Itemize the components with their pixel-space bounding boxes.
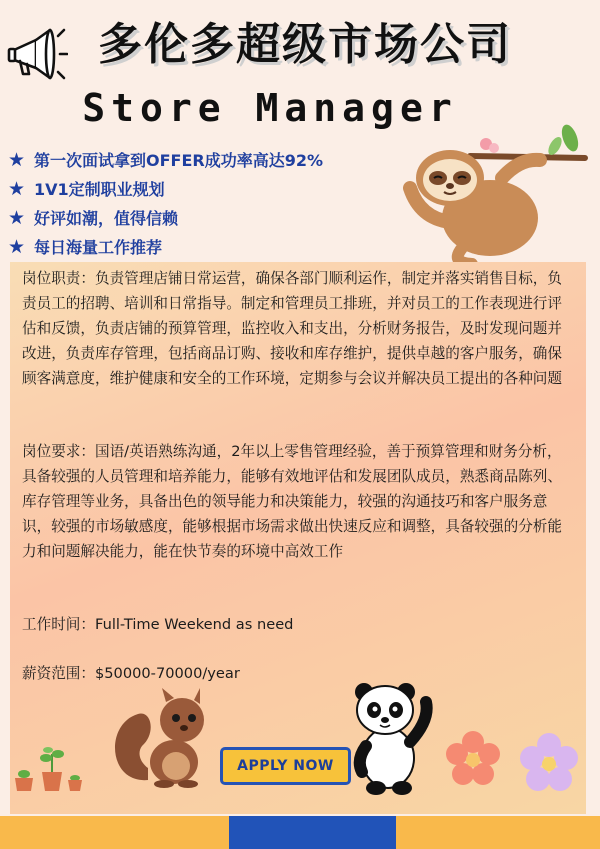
star-icon: ★	[8, 235, 26, 258]
company-title: 多伦多超级市场公司	[98, 19, 512, 70]
benefit-item	[8, 235, 388, 258]
benefit-text: 每日海量工作推荐	[34, 238, 163, 257]
flower-illustration	[518, 732, 580, 794]
squirrel-illustration	[108, 684, 212, 788]
benefit-item	[8, 177, 388, 200]
benefit-text: 第一次面试拿到OFFER成功率高达92%	[34, 151, 324, 170]
job-title: Store Manager	[82, 86, 458, 130]
benefit-item	[8, 206, 388, 229]
sloth-illustration	[380, 118, 590, 268]
job-duties: 岗位职责：负责管理店铺日常运营，确保各部门顺利运作，制定并落实销售目标，负责员工的招聘、培训和日常指导。制定和管理员工排班，并对员工的工作表现进行评估和反馈，负责店铺的预算管理，监控收入和支出，分析财务报告，及时发现问题并改进，负责库存管理，包括商品订购、接收和库存维护，提供卓越的客户服务，确保顾客满意度，维护健康和安全的工作环境，定期参与会议并解决员工提出的各种问题	[22, 270, 562, 387]
plant-pots-illustration	[12, 744, 86, 792]
apply-now-button[interactable]: APPLY NOW	[220, 747, 351, 785]
star-icon: ★	[8, 148, 26, 171]
salary-range: 薪资范围：$50000-70000/year	[22, 665, 240, 682]
benefit-text: 好评如潮，值得信赖	[34, 209, 179, 228]
footer-bar-accent	[229, 816, 396, 849]
benefit-item	[8, 148, 388, 171]
star-icon: ★	[8, 177, 26, 200]
benefit-text: 1V1定制职业规划	[34, 180, 165, 199]
job-requirements: 岗位要求：国语/英语熟练沟通，2年以上零售管理经验，善于预算管理和财务分析，具备较强的人员管理和培养能力，能够有效地评估和发展团队成员，熟悉商品陈列、库存管理等业务，具备出色的领导能力和决策能力，较强的沟通技巧和客户服务意识，较强的市场敏感度，能够根据市场需求做出快速反应和调整，具备较强的分析能力和问题解决能力，能在快节奏的环境中高效工作	[22, 443, 562, 560]
star-icon: ★	[8, 206, 26, 229]
megaphone-icon	[6, 22, 68, 84]
panda-illustration	[350, 680, 436, 796]
flower-illustration	[444, 730, 502, 788]
benefits-list	[8, 148, 388, 264]
work-hours: 工作时间：Full-Time Weekend as need	[22, 616, 294, 633]
